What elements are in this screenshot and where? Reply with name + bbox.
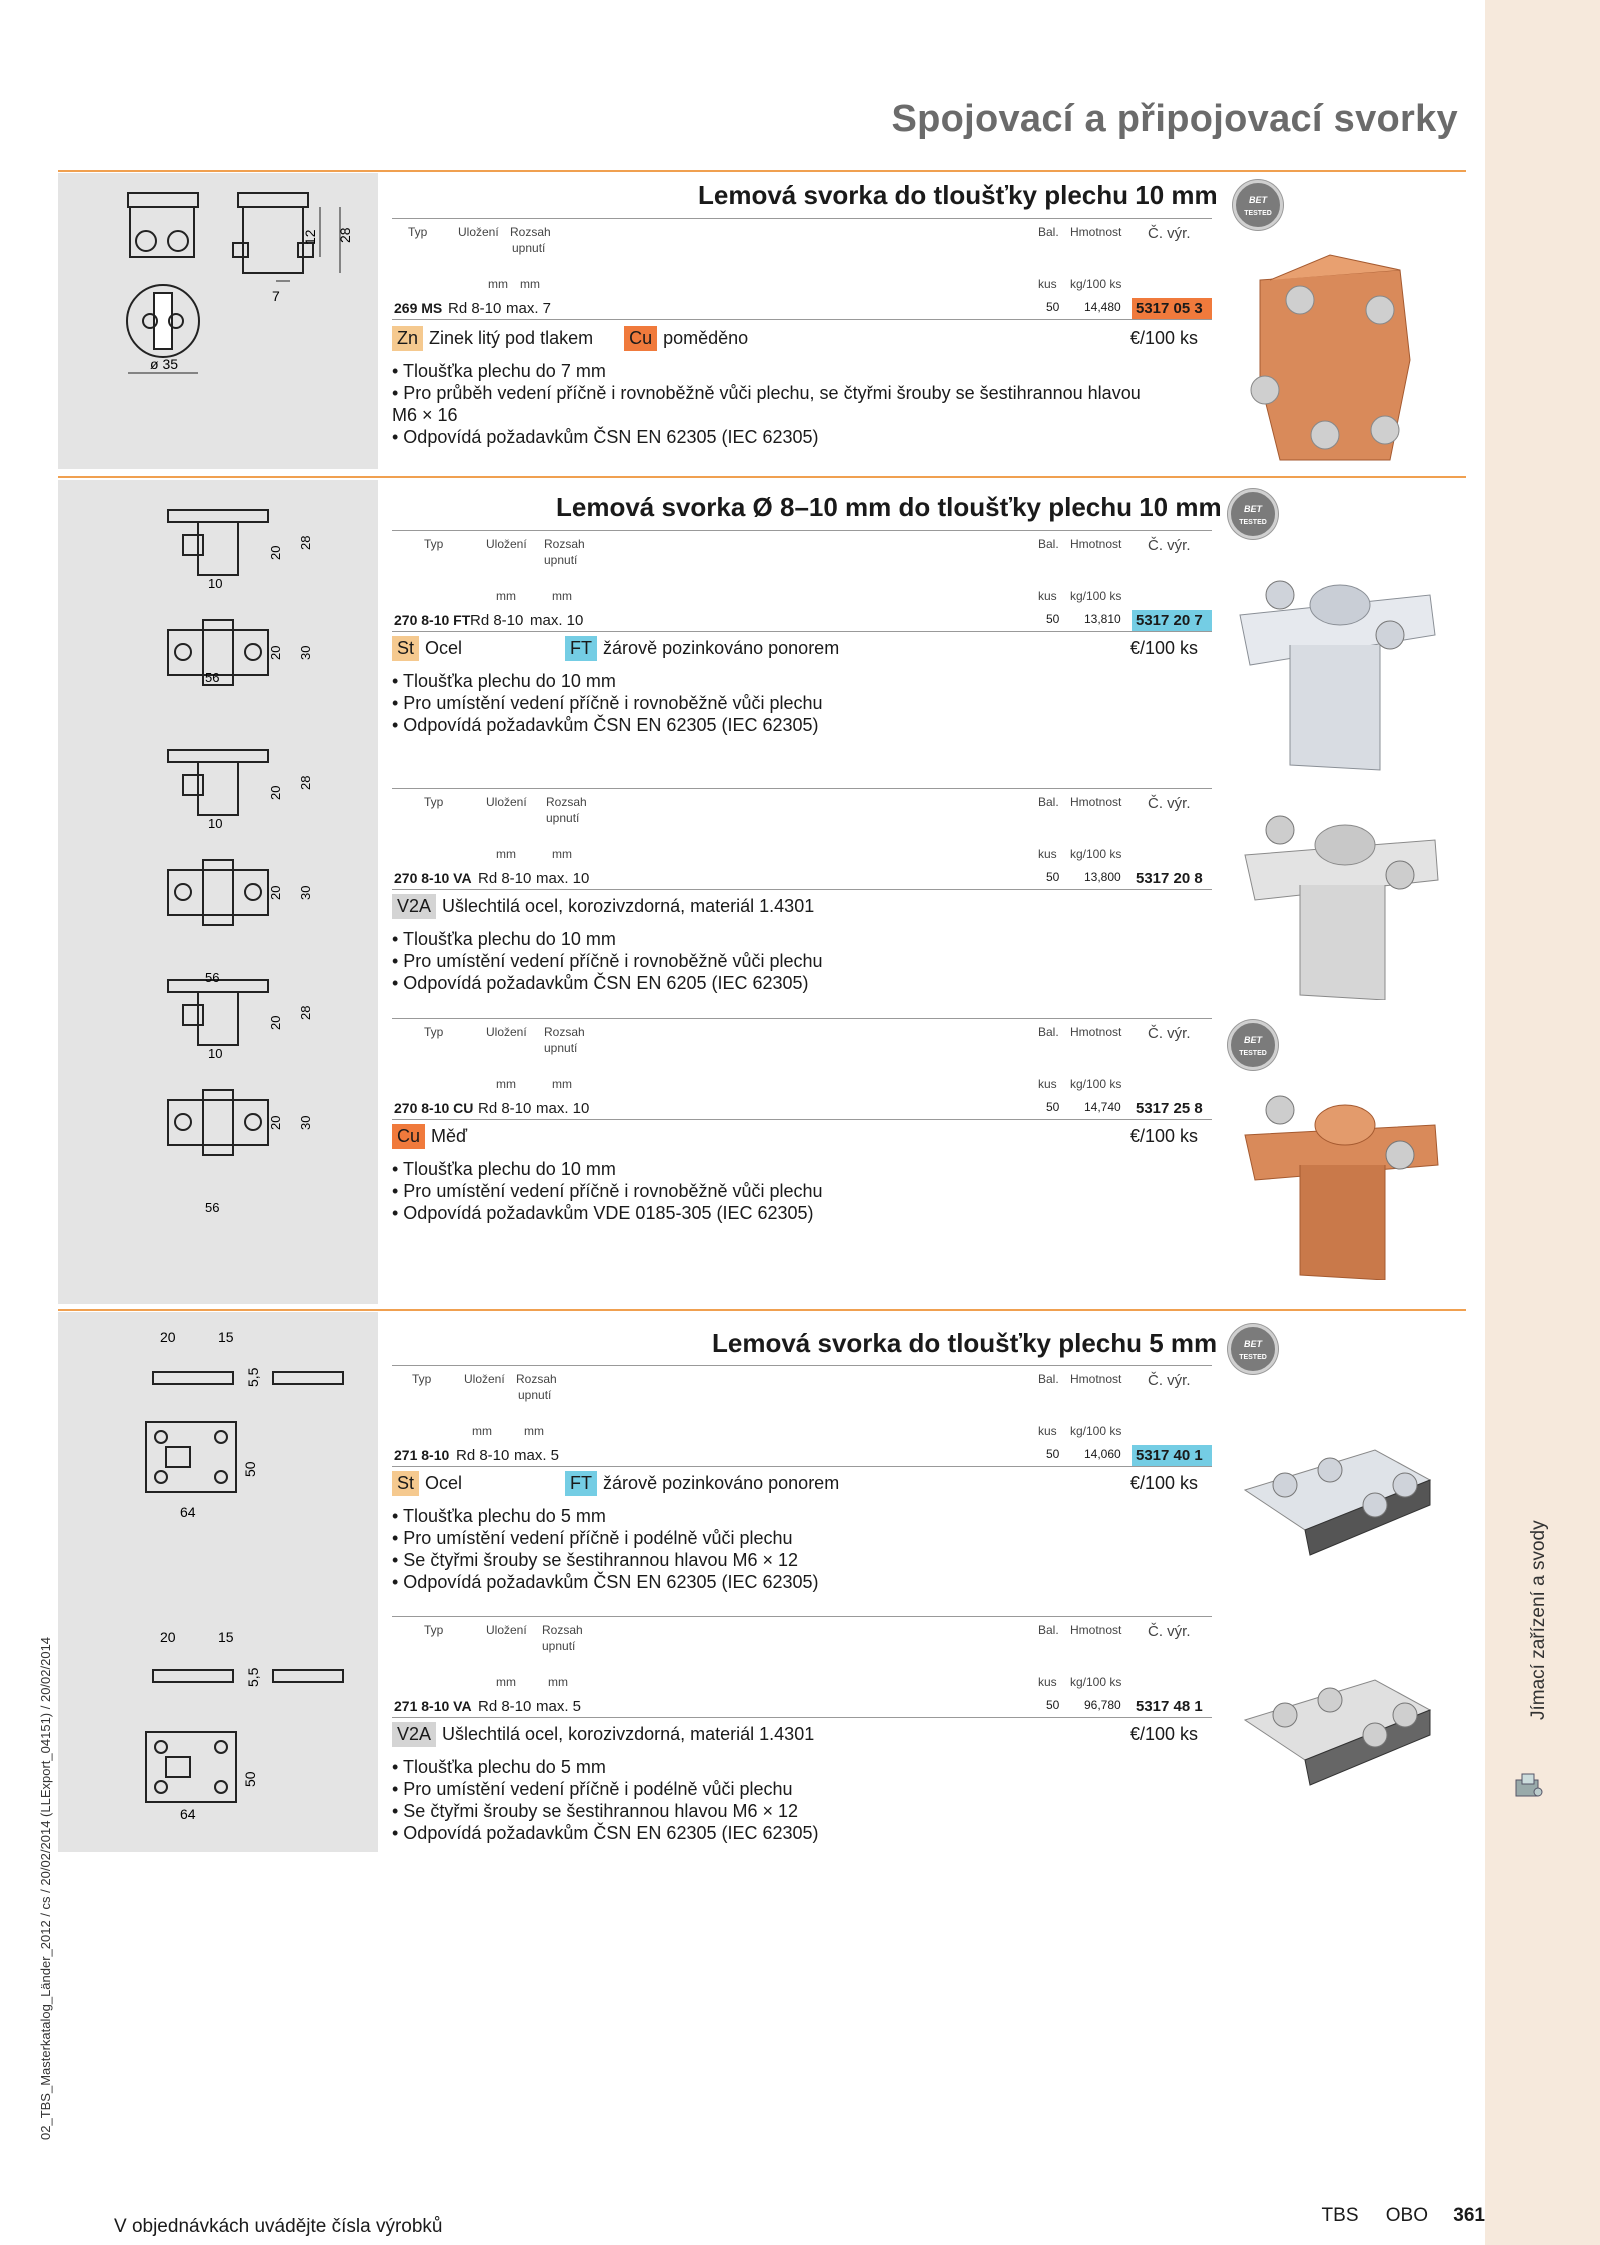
spec-table bbox=[392, 1616, 1212, 1718]
product-photo bbox=[1230, 555, 1440, 775]
table-header: Typ Uložení Rozsah upnutí mm mm Bal. kus Hmotnost kg/100 ks Č. výr. bbox=[392, 1616, 1212, 1696]
material-line: Cu Měď bbox=[392, 1124, 467, 1152]
technical-drawing bbox=[58, 173, 378, 469]
section-title: Lemová svorka do tloušťky plechu 5 mm bbox=[712, 1328, 1218, 1358]
price-unit: €/100 ks bbox=[1130, 1473, 1199, 1493]
tested-badge: BET TESTED bbox=[1228, 1324, 1278, 1374]
price-unit: €/100 ks bbox=[1130, 1724, 1199, 1744]
footer-brand: OBO bbox=[1385, 2205, 1429, 2226]
finish-tag: FT bbox=[565, 636, 597, 661]
document-meta: 02_TBS_Masterkatalog_Länder_2012 / cs / 20/02/2014 (LLExport_04151) / 20/02/2014 bbox=[38, 1636, 53, 2140]
material-tag: Zn bbox=[392, 326, 423, 351]
technical-drawing bbox=[58, 480, 378, 1304]
svg-text:28: 28 bbox=[298, 775, 313, 790]
svg-text:20: 20 bbox=[268, 1115, 283, 1130]
product-photo bbox=[1240, 800, 1440, 1000]
dim-b: 12 bbox=[302, 229, 318, 245]
product-code: 5317 40 1 bbox=[1132, 1445, 1212, 1466]
product-photo bbox=[1240, 1080, 1440, 1280]
svg-text:10: 10 bbox=[208, 576, 223, 591]
spec-table bbox=[392, 1365, 1212, 1467]
svg-text:5,5: 5,5 bbox=[245, 1667, 261, 1687]
dim-a: 28 bbox=[337, 227, 353, 243]
material-tag: St bbox=[392, 636, 419, 661]
material-line: V2A Ušlechtilá ocel, korozivzdorná, materiál 1.4301 bbox=[392, 1722, 814, 1750]
right-sidebar bbox=[1485, 0, 1600, 2245]
svg-text:15: 15 bbox=[218, 1329, 234, 1345]
svg-text:20: 20 bbox=[268, 645, 283, 660]
material-line: V2A Ušlechtilá ocel, korozivzdorná, materiál 1.4301 bbox=[392, 894, 814, 922]
material-tag: St bbox=[392, 1471, 419, 1496]
material-tag: V2A bbox=[392, 894, 436, 919]
price-unit: €/100 ks bbox=[1130, 328, 1199, 348]
finish-tag: Cu bbox=[624, 326, 657, 351]
footer-brand: TBS bbox=[1321, 2205, 1359, 2226]
svg-text:30: 30 bbox=[298, 1115, 313, 1130]
svg-text:20: 20 bbox=[160, 1629, 176, 1645]
feature-list: • Tloušťka plechu do 10 mm • Pro umístění vedení příčně i rovnoběžně vůči plechu • Odpovídá požadavkům VDE 0185-305 (IEC 62305) bbox=[392, 1159, 823, 1223]
section-rule bbox=[58, 476, 1466, 478]
feature-list: • Tloušťka plechu do 7 mm • Pro průběh vedení příčně i rovnoběžně vůči plechu, se čtyřmi šrouby se šestihrannou hlavou M6 × 16 • Odpovídá požadavkům ČSN EN 62305 (IEC 62305) bbox=[392, 361, 1141, 447]
svg-text:20: 20 bbox=[160, 1329, 176, 1345]
table-header: Typ Uložení Rozsah upnutí mm mm Bal. kus Hmotnost kg/100 ks Č. výr. bbox=[392, 530, 1212, 610]
technical-drawing bbox=[58, 1312, 378, 1852]
product-code: 5317 48 1 bbox=[1136, 1698, 1203, 1715]
material-tag: V2A bbox=[392, 1722, 436, 1747]
svg-text:56: 56 bbox=[205, 1200, 220, 1215]
spec-table bbox=[392, 788, 1212, 890]
svg-text:64: 64 bbox=[180, 1504, 196, 1520]
svg-text:50: 50 bbox=[242, 1771, 258, 1787]
product-photo bbox=[1230, 240, 1430, 470]
page-number: 361 bbox=[1453, 2205, 1485, 2226]
table-header: Typ Uložení Rozsah upnutí mm mm Bal. kus Hmotnost kg/100 ks Č. výr. bbox=[392, 1365, 1212, 1445]
product-code: 5317 20 8 bbox=[1136, 870, 1203, 887]
svg-text:28: 28 bbox=[298, 1005, 313, 1020]
table-row: 269 MS Rd 8-10 max. 7 50 14,480 5317 05 3 bbox=[392, 298, 1212, 320]
price-unit: €/100 ks bbox=[1130, 1126, 1199, 1146]
product-code: 5317 20 7 bbox=[1132, 610, 1212, 631]
svg-text:10: 10 bbox=[208, 1046, 223, 1061]
finish-tag: FT bbox=[565, 1471, 597, 1496]
section-title: Lemová svorka do tloušťky plechu 10 mm bbox=[698, 180, 1218, 210]
spec-table bbox=[392, 218, 1212, 320]
table-header: Typ Uložení Rozsah upnutí mm mm Bal. kus Hmotnost kg/100 ks Č. výr. bbox=[392, 788, 1212, 868]
material-line: St Ocel FT žárově pozinkováno ponorem bbox=[392, 636, 839, 664]
section-rule bbox=[58, 170, 1466, 172]
table-row: 270 8-10 FT Rd 8-10 max. 10 50 13,810 5317 20 7 bbox=[392, 610, 1212, 632]
svg-text:56: 56 bbox=[205, 670, 220, 685]
spec-table bbox=[392, 1018, 1212, 1120]
feature-list: • Tloušťka plechu do 10 mm • Pro umístění vedení příčně i rovnoběžně vůči plechu • Odpovídá požadavkům ČSN EN 6205 (IEC 62305) bbox=[392, 929, 823, 993]
sidebar-label: Jímací zařízení a svody bbox=[1528, 1520, 1549, 1720]
svg-text:28: 28 bbox=[298, 535, 313, 550]
feature-list: • Tloušťka plechu do 5 mm • Pro umístění vedení příčně i podélně vůči plechu • Se čtyřmi šrouby se šestihrannou hlavou M6 × 12 • Odpovídá požadavkům ČSN EN 62305 (IEC 62305) bbox=[392, 1757, 819, 1843]
product-photo bbox=[1235, 1660, 1435, 1790]
tested-badge: BET TESTED bbox=[1233, 180, 1283, 230]
footer-note: V objednávkách uvádějte čísla výrobků bbox=[114, 2216, 443, 2237]
product-code: 5317 05 3 bbox=[1132, 298, 1212, 319]
tested-badge: BET TESTED bbox=[1228, 489, 1278, 539]
svg-text:5,5: 5,5 bbox=[245, 1367, 261, 1387]
material-line: Zn Zinek litý pod tlakem Cu poměděno bbox=[392, 326, 748, 354]
technical-drawing-panel bbox=[58, 480, 378, 1304]
dim-c: 7 bbox=[272, 288, 280, 304]
feature-list: • Tloušťka plechu do 5 mm • Pro umístění vedení příčně i podélně vůči plechu • Se čtyřmi šrouby se šestihrannou hlavou M6 × 12 • Odpovídá požadavkům ČSN EN 62305 (IEC 62305) bbox=[392, 1506, 819, 1592]
svg-text:30: 30 bbox=[298, 885, 313, 900]
svg-text:15: 15 bbox=[218, 1629, 234, 1645]
table-header: Typ Uložení Rozsah upnutí mm mm Bal. kus Hmotnost kg/100 ks Č. výr. bbox=[392, 218, 1212, 298]
svg-text:10: 10 bbox=[208, 816, 223, 831]
svg-text:20: 20 bbox=[268, 1015, 283, 1030]
tested-badge: BET TESTED bbox=[1228, 1020, 1278, 1070]
product-photo bbox=[1235, 1430, 1435, 1560]
feature-list: • Tloušťka plechu do 10 mm • Pro umístění vedení příčně i rovnoběžně vůči plechu • Odpovídá požadavkům ČSN EN 62305 (IEC 62305) bbox=[392, 671, 823, 735]
svg-text:20: 20 bbox=[268, 785, 283, 800]
table-row: 270 8-10 CU Rd 8-10 max. 10 50 14,740 5317 25 8 bbox=[392, 1098, 1212, 1120]
table-row: 271 8-10 VA Rd 8-10 max. 5 50 96,780 5317 48 1 bbox=[392, 1696, 1212, 1718]
svg-text:50: 50 bbox=[242, 1461, 258, 1477]
section-title: Lemová svorka Ø 8–10 mm do tloušťky plechu 10 mm bbox=[556, 492, 1222, 522]
material-tag: Cu bbox=[392, 1124, 425, 1149]
technical-drawing-panel bbox=[58, 173, 378, 469]
spec-table bbox=[392, 530, 1212, 632]
page-title: Spojovací a připojovací svorky bbox=[891, 98, 1458, 140]
svg-text:30: 30 bbox=[298, 645, 313, 660]
table-row: 271 8-10 Rd 8-10 max. 5 50 14,060 5317 40 1 bbox=[392, 1445, 1212, 1467]
svg-text:56: 56 bbox=[205, 970, 220, 985]
table-row: 270 8-10 VA Rd 8-10 max. 10 50 13,800 5317 20 8 bbox=[392, 868, 1212, 890]
footer-right bbox=[1322, 2205, 1485, 2227]
clamp-icon bbox=[1512, 1770, 1546, 1804]
table-header: Typ Uložení Rozsah upnutí mm mm Bal. kus Hmotnost kg/100 ks Č. výr. bbox=[392, 1018, 1212, 1098]
product-code: 5317 25 8 bbox=[1136, 1100, 1203, 1117]
dim-d: ø 35 bbox=[150, 356, 179, 372]
svg-text:20: 20 bbox=[268, 545, 283, 560]
svg-text:64: 64 bbox=[180, 1806, 196, 1822]
technical-drawing-panel bbox=[58, 1312, 378, 1852]
price-unit: €/100 ks bbox=[1130, 638, 1199, 658]
material-line: St Ocel FT žárově pozinkováno ponorem bbox=[392, 1471, 839, 1499]
svg-text:20: 20 bbox=[268, 885, 283, 900]
section-rule bbox=[58, 1309, 1466, 1311]
